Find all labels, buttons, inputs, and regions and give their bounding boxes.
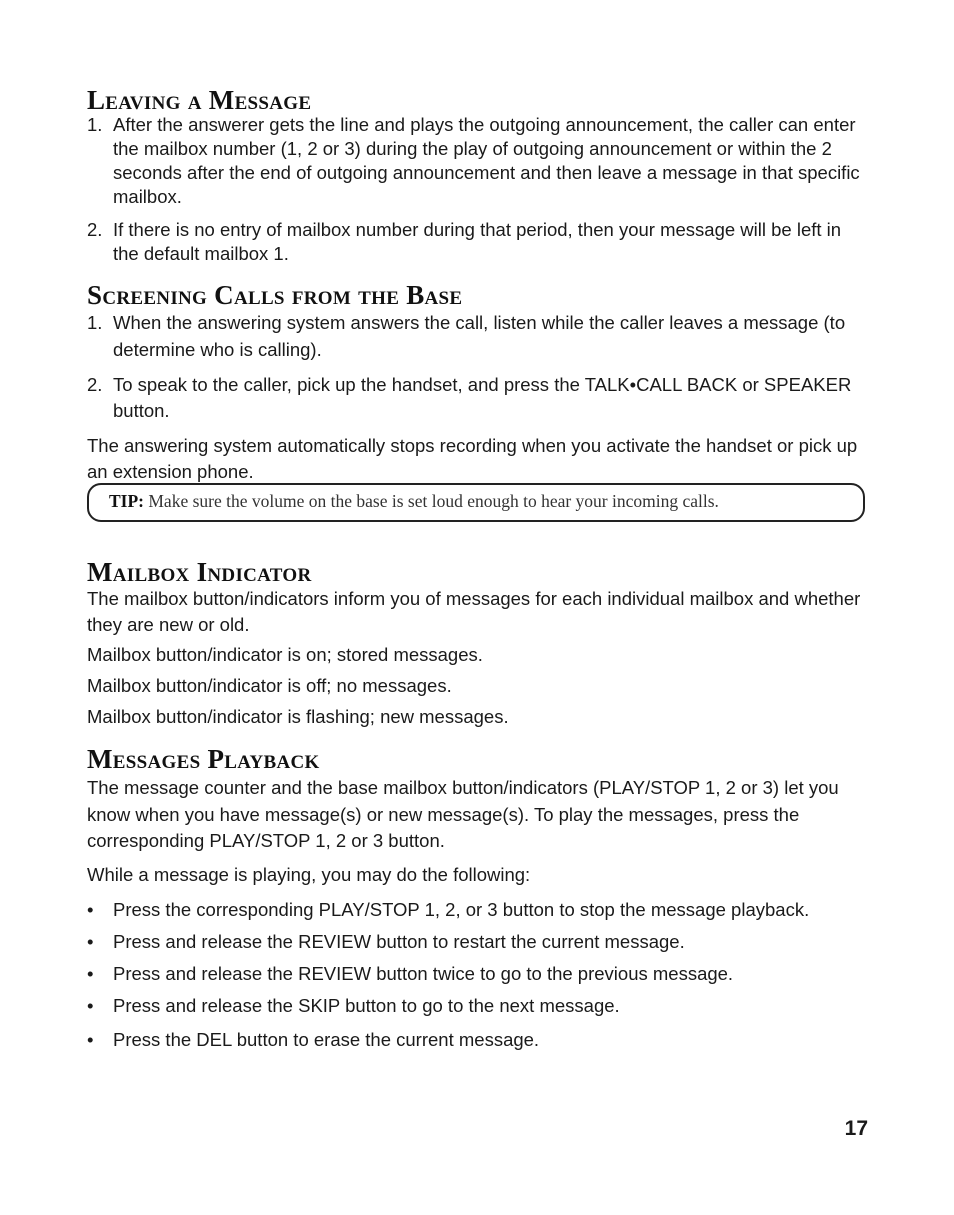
- playback-intro: The message counter and the base mailbox button/indicators (PLAY/STOP 1, 2 or 3) let you know when you have message(s) or new message(s). To play the messages, press the corresponding PLAY/STOP 1, 2 or 3 button.: [87, 777, 839, 851]
- mailbox-state-on: Mailbox button/indicator is on; stored messages.: [87, 644, 483, 665]
- leaving-message-heading: Leaving a Message: [87, 85, 312, 115]
- tip-label: TIP:: [109, 491, 144, 511]
- leaving-message-steps: [87, 113, 867, 266]
- page-number: 17: [844, 1117, 868, 1140]
- list-item: 1. After the answerer gets the line and plays the outgoing announcement, the caller can enter the mailbox number (1, 2 or 3) during the play of outgoing announcement or within the 2 seconds after the end of outgoing announcement and then leave a message in that specific mailbox.: [87, 114, 860, 207]
- list-item: 2. If there is no entry of mailbox number during that period, then your message will be left in the default mailbox 1.: [87, 219, 842, 264]
- tip-box: [87, 483, 865, 522]
- messages-playback-heading: Messages Playback: [87, 744, 320, 774]
- list-item: • Press and release the SKIP button to go to the next message.: [87, 995, 620, 1016]
- list-item: • Press and release the REVIEW button to restart the current message.: [87, 931, 685, 952]
- list-item: 2. To speak to the caller, pick up the handset, and press the TALK•CALL BACK or SPEAKER button.: [87, 374, 852, 421]
- list-item: 1. When the answering system answers the call, listen while the caller leaves a message (to determine who is calling).: [87, 312, 846, 360]
- playback-options: [87, 898, 877, 1052]
- list-item: • Press the corresponding PLAY/STOP 1, 2, or 3 button to stop the message playback.: [87, 899, 810, 920]
- list-item: • Press and release the REVIEW button twice to go to the previous message.: [87, 963, 734, 984]
- playback-while: While a message is playing, you may do the following:: [87, 864, 531, 885]
- screening-calls-heading: Screening Calls from the Base: [87, 280, 463, 310]
- screening-calls-steps: [87, 309, 867, 424]
- mailbox-state-flashing: Mailbox button/indicator is flashing; new messages.: [87, 706, 509, 727]
- list-item: • Press the DEL button to erase the current message.: [87, 1029, 540, 1050]
- recording-note: The answering system automatically stops recording when you activate the handset or pick up an extension phone.: [87, 435, 858, 482]
- mailbox-intro: The mailbox button/indicators inform you of messages for each individual mailbox and whether they are new or old.: [87, 588, 861, 635]
- tip-text: Make sure the volume on the base is set loud enough to hear your incoming calls.: [148, 491, 719, 511]
- mailbox-indicator-heading: Mailbox Indicator: [87, 557, 312, 587]
- mailbox-state-off: Mailbox button/indicator is off; no messages.: [87, 675, 452, 696]
